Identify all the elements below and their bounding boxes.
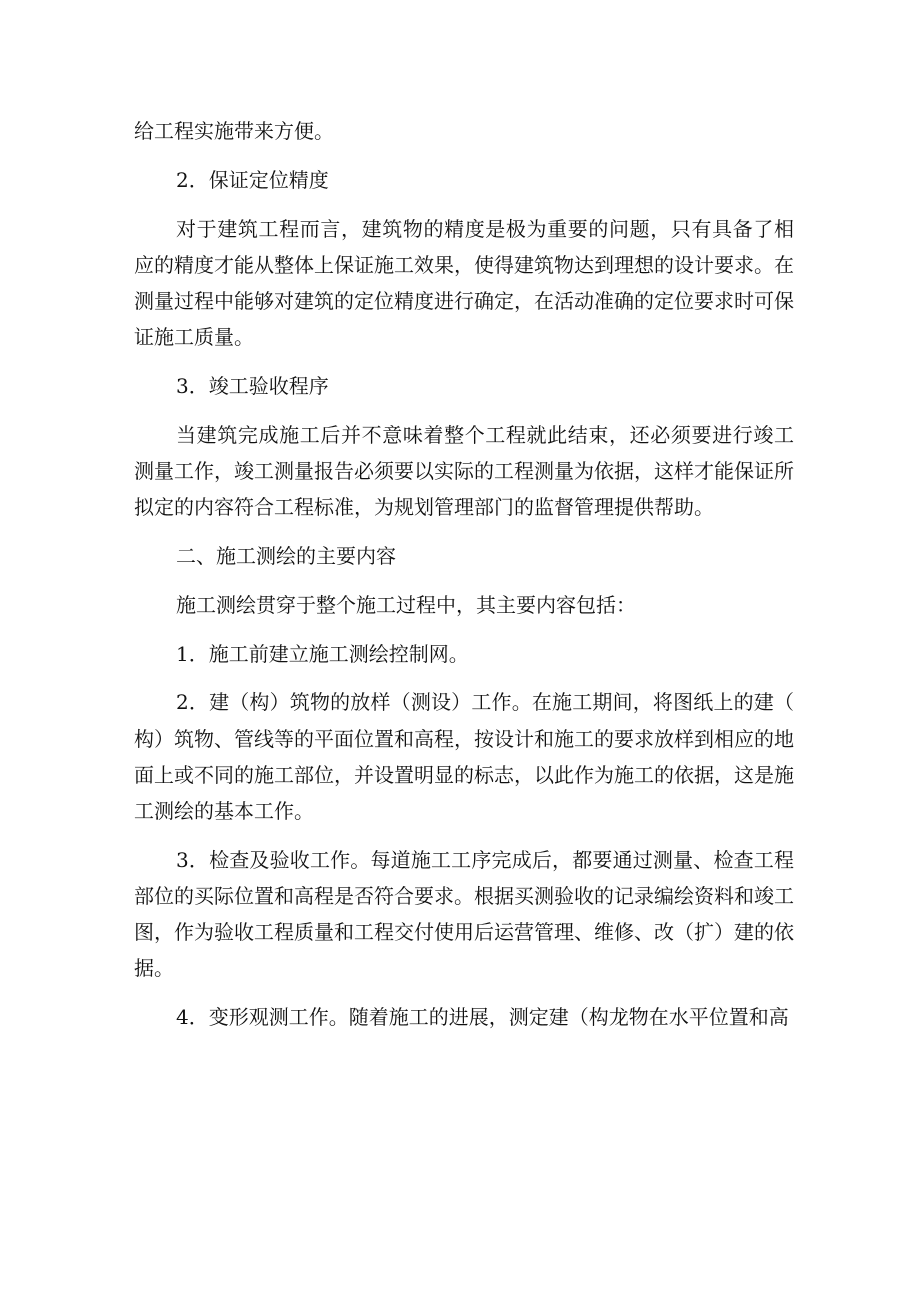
list-item-deformation-observation: 4．变形观测工作。随着施工的进展，测定建（构龙物在水平位置和高 — [176, 1005, 789, 1030]
chapter-heading-main-contents: 二、施工测绘的主要内容 — [176, 544, 396, 568]
section-heading-completion-acceptance: 3．竣工验收程序 — [176, 374, 329, 398]
paragraph-positioning-accuracy: 对于建筑工程而言，建筑物的精度是极为重要的问题，只有具备了相应的精度才能从整体上保证施工效果，使得建筑物达到理想的设计要求。在测量过程中能够对建筑的定位精度进行确定，在活动准确的定位要求时可保证施工质量。 — [134, 216, 794, 350]
paragraph-continuation: 给工程实施带来方便。 — [134, 119, 334, 143]
list-item-setting-out: 2．建（构）筑物的放样（测设）工作。在施工期间，将图纸上的建（构）筑物、管线等的平面位置和高程，按设计和施工的要求放样到相应的地面上或不同的施工部位，并设置明显的标志，以此作为施工的依据，这是施工测绘的基本工作。 — [134, 690, 794, 823]
paragraph-completion-acceptance: 当建筑完成施工后并不意味着整个工程就此结束，还必须要进行竣工测量工作，竣工测量报告必须要以实际的工程测量为依据，这样才能保证所拟定的内容符合工程标准，为规划管理部门的监督管理提供帮助。 — [134, 422, 794, 520]
paragraph-main-contents-intro: 施工测绘贯穿于整个施工过程中，其主要内容包括： — [176, 592, 636, 617]
list-item-inspection-acceptance: 3．检查及验收工作。每道施工工序完成后，都要通过测量、检查工程部位的买际位置和高程是否符合要求。根据买测验收的记录编绘资料和竣工图，作为验收工程质量和工程交付使用后运营管理、维修、改（扩）建的依据。 — [134, 847, 794, 981]
section-heading-positioning-accuracy: 2．保证定位精度 — [176, 167, 329, 192]
list-item-control-network: 1．施工前建立施工测绘控制网。 — [176, 641, 469, 666]
document-body — [134, 113, 794, 1035]
